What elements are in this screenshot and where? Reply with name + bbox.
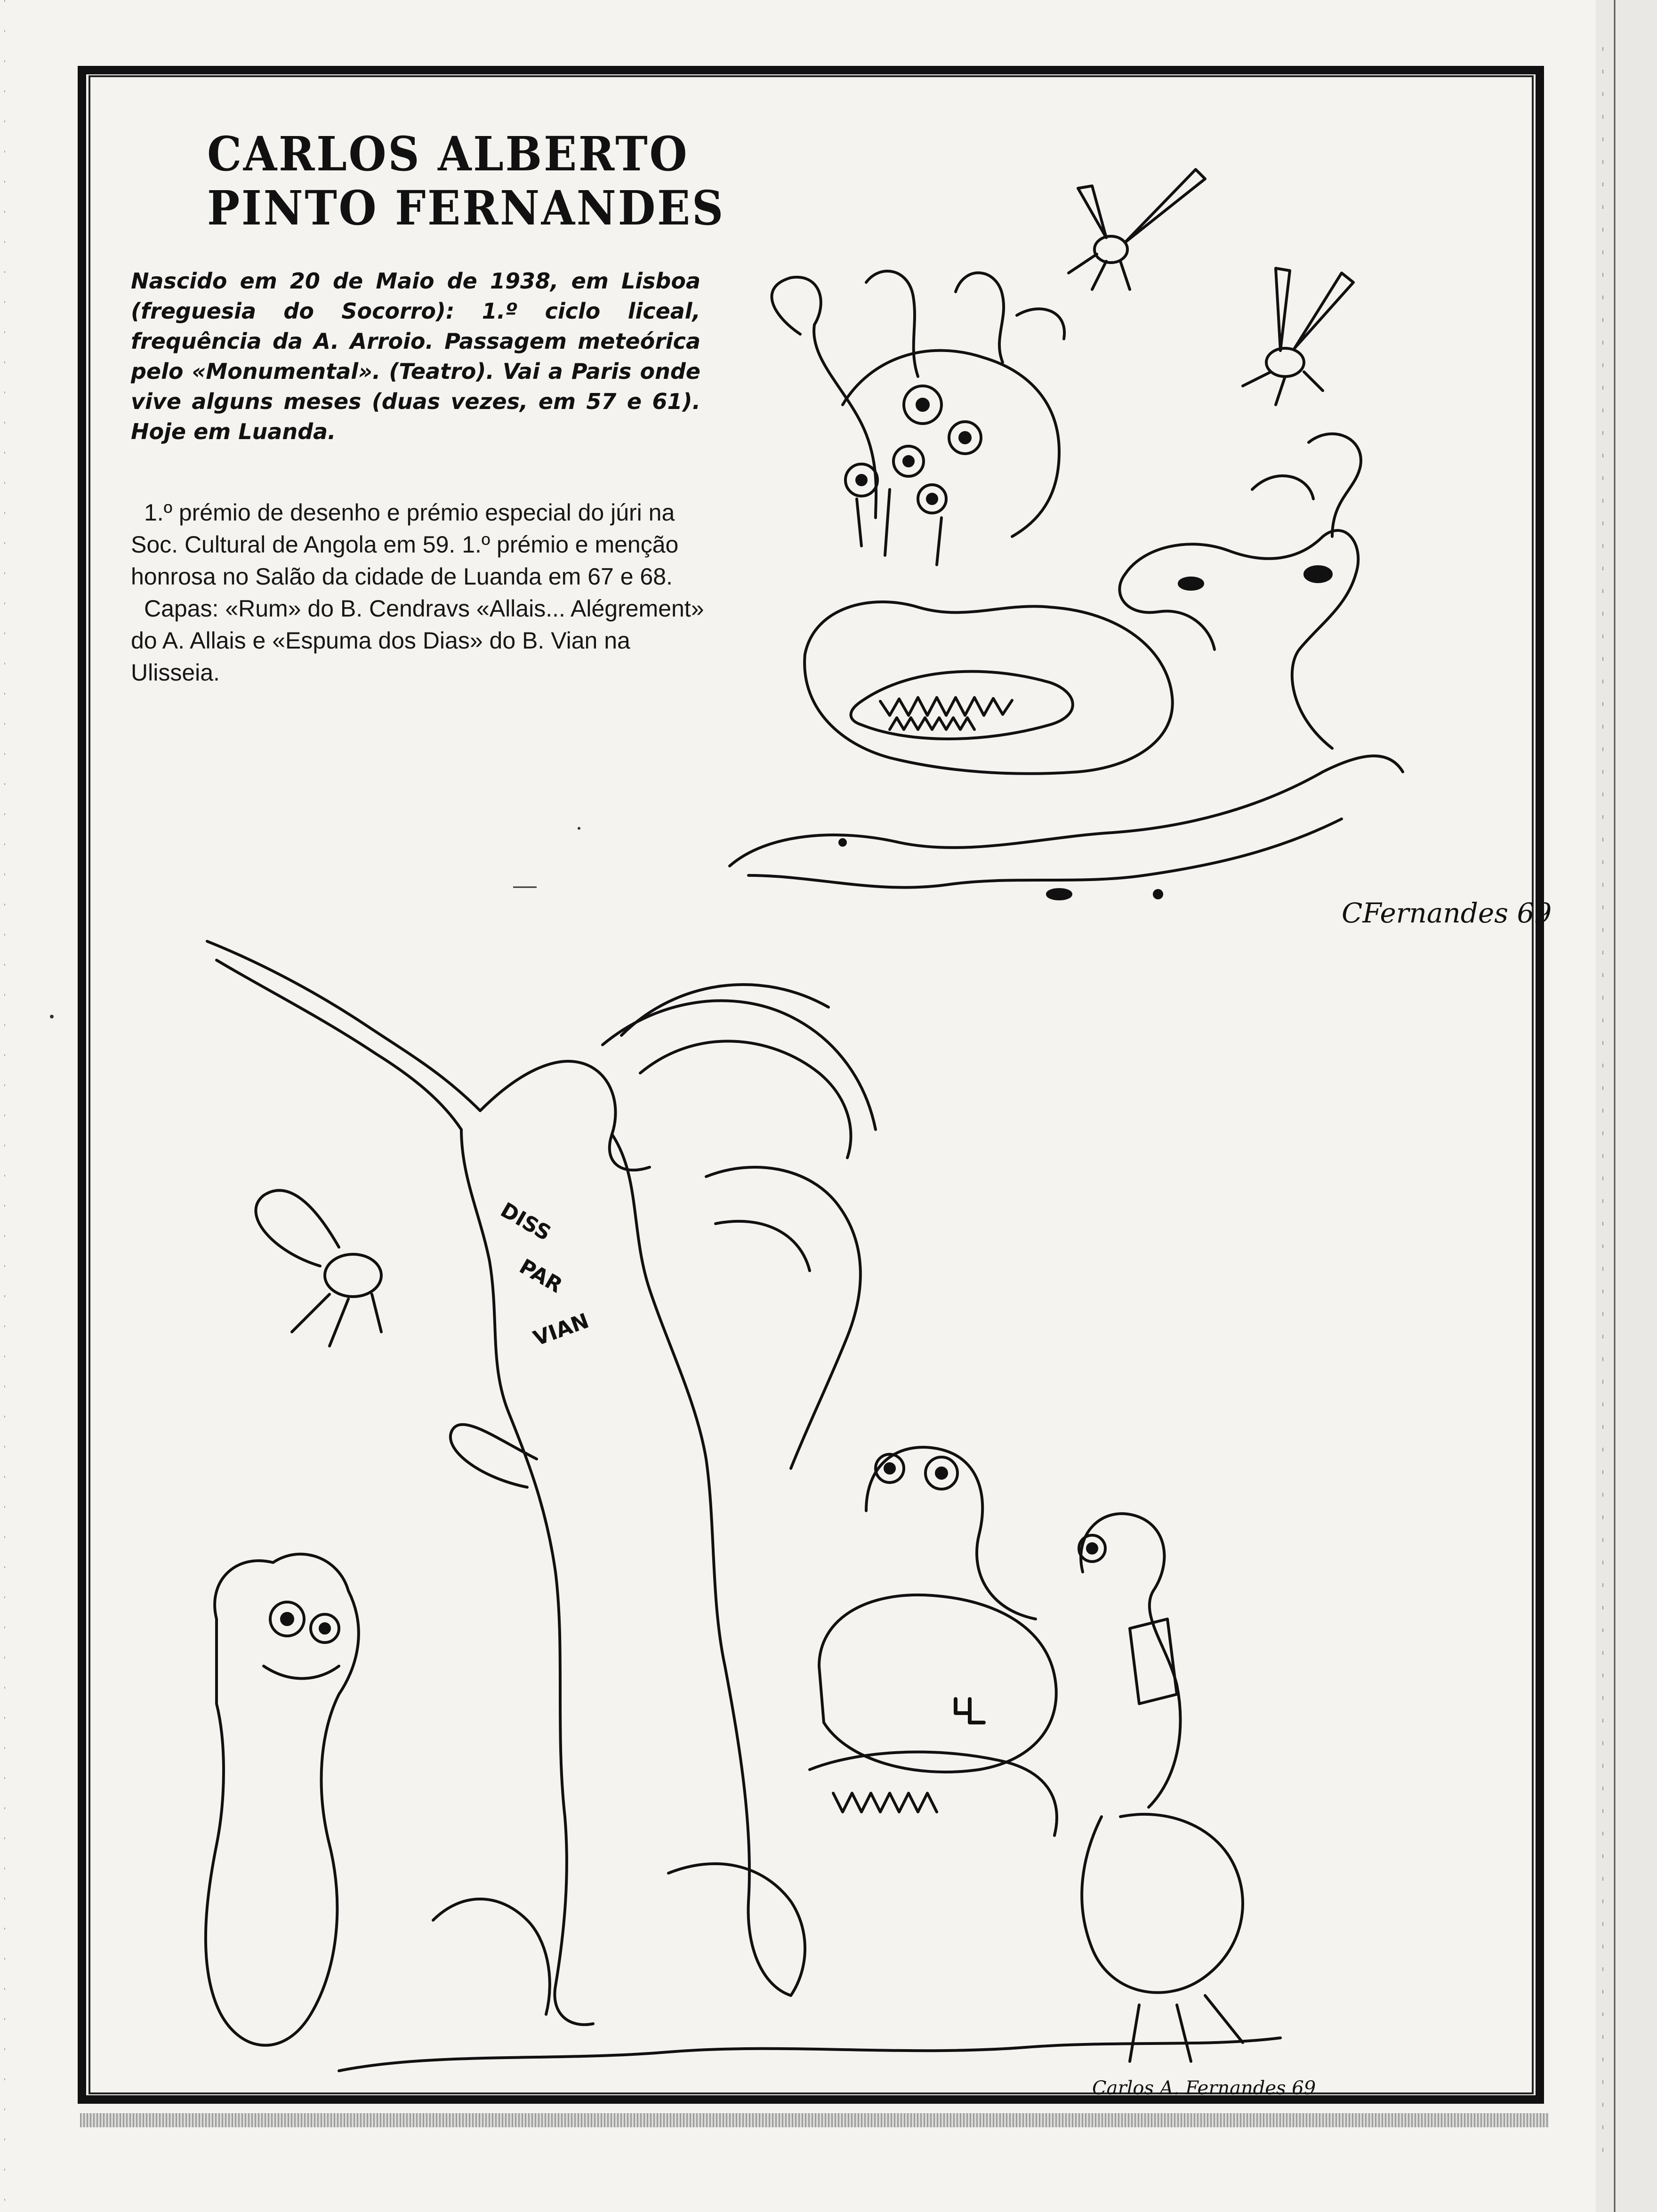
- bottom-illustration: [198, 932, 1398, 2099]
- svg-text:DISS: DISS: [496, 1198, 555, 1246]
- title-line-2: PINTO FERNANDES: [207, 180, 725, 236]
- awards-section: [131, 497, 705, 689]
- top-signature: CFernandes 69: [1342, 897, 1552, 929]
- title-line-1: CARLOS ALBERTO: [207, 126, 689, 182]
- top-illustration: [720, 160, 1552, 941]
- svg-text:PAR: PAR: [515, 1254, 567, 1298]
- awards-paragraph: 1.º prémio de desenho e prémio especial do júri na Soc. Cultural de Angola em 59. 1.º prémio e menção honrosa no Salão da cidade de Luanda em 67 e 68.: [131, 499, 679, 590]
- insect-drawing: [1069, 169, 1205, 289]
- covers-paragraph: Capas: «Rum» do B. Cendravs «Allais... Alégrement» do A. Allais e «Espuma dos Dias» do B. Vian na Ulisseia.: [131, 595, 704, 686]
- bottom-print-strip: [80, 2113, 1549, 2127]
- bear-creature-drawing: [206, 1554, 359, 2045]
- article-title: [207, 127, 725, 235]
- right-creatures-drawing: [810, 1447, 1243, 2061]
- central-figure-drawing: [207, 941, 876, 2025]
- svg-text:VIAN: VIAN: [530, 1308, 592, 1351]
- bottom-signature: Carlos A. Fernandes 69: [1092, 2077, 1316, 2099]
- biography-text: Nascido em 20 de Maio de 1938, em Lisboa (freguesia do Socorro): 1.º ciclo liceal, frequência da A. Arroio. Passagem meteórica pelo «Monumental». (Teatro). Vai a Paris onde vive alguns meses (duas vezes, em 57 e 61). Hoje em Luanda.: [131, 268, 700, 444]
